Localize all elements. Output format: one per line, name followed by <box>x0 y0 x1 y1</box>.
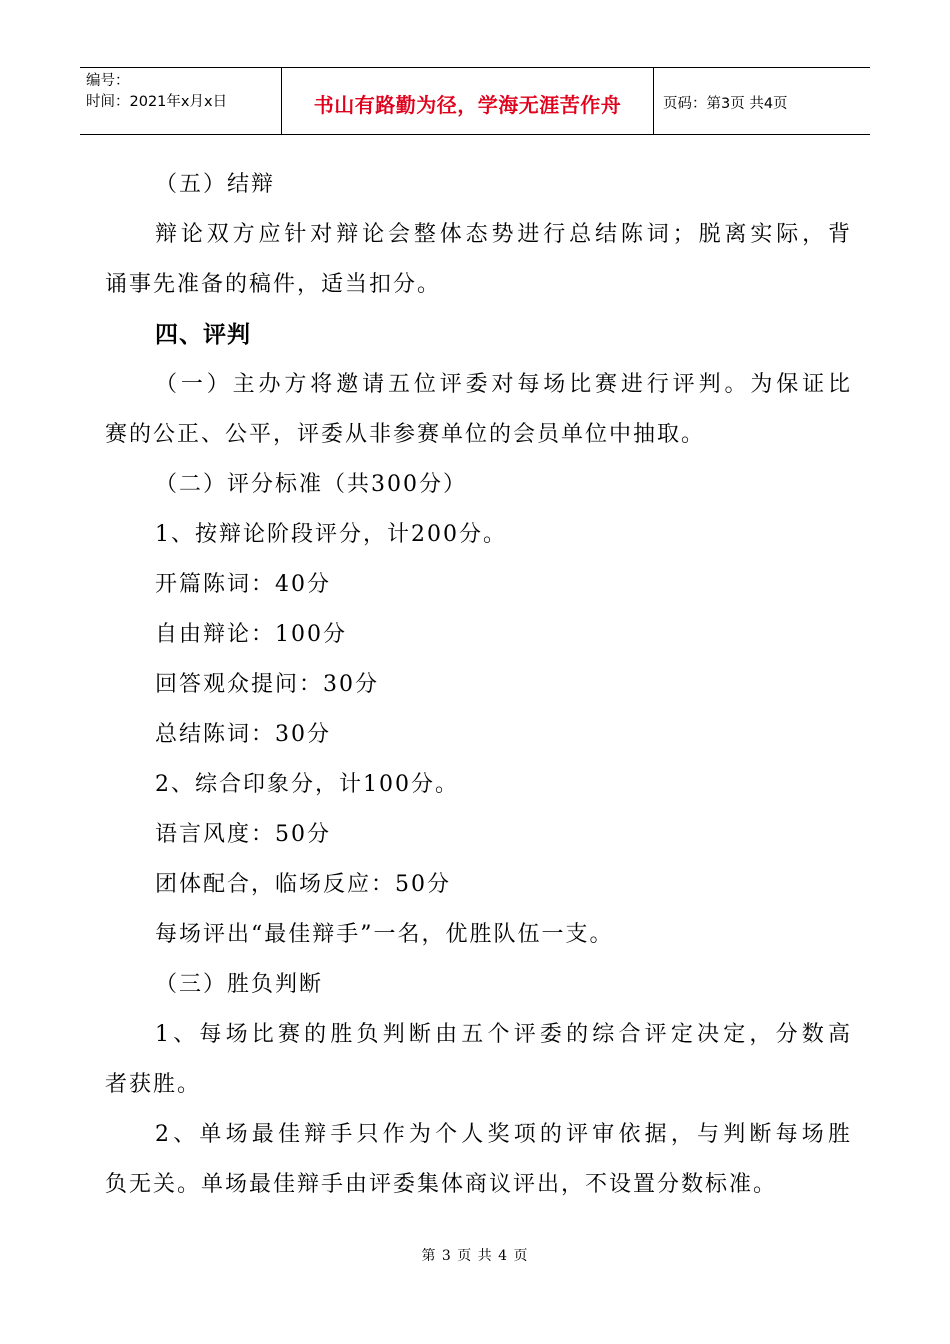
document-header <box>80 67 870 135</box>
score-item: 总结陈词：30分 <box>155 722 331 747</box>
paragraph-line: 每场评出“最佳辩手”一名，优胜队伍一支。 <box>155 922 614 947</box>
document-body <box>105 160 850 1210</box>
score-item: 回答观众提问：30分 <box>155 672 379 697</box>
paragraph-line: 2、单场最佳辩手只作为个人奖项的评审依据，与判断每场胜 <box>155 1122 850 1147</box>
list-item: 1、按辩论阶段评分，计200分。 <box>155 522 507 547</box>
score-item: 开篇陈词：40分 <box>155 572 331 597</box>
paragraph-line: （一）主办方将邀请五位评委对每场比赛进行评判。为保证比 <box>155 372 850 397</box>
list-item: 2、综合印象分，计100分。 <box>155 772 459 797</box>
section-heading: （三）胜负判断 <box>155 972 324 997</box>
score-item: 团体配合，临场反应：50分 <box>155 872 451 897</box>
page-footer: 第 3 页 共 4 页 <box>421 1248 529 1264</box>
paragraph-line: 负无关。单场最佳辩手由评委集体商议评出，不设置分数标准。 <box>105 1172 778 1197</box>
paragraph-line: 1、每场比赛的胜负判断由五个评委的综合评定决定，分数高 <box>155 1022 850 1047</box>
paragraph-line: 诵事先准备的稿件，适当扣分。 <box>105 272 442 297</box>
chapter-heading: 四、评判 <box>155 322 251 348</box>
document-number-label: 编号： <box>86 73 130 89</box>
paragraph-line: 赛的公正、公平，评委从非参赛单位的会员单位中抽取。 <box>105 422 706 447</box>
document-date: 时间：2021年x月x日 <box>86 94 228 110</box>
header-motto: 书山有路勤为径，学海无涯苦作舟 <box>282 68 654 134</box>
section-heading: （五）结辩 <box>155 172 276 197</box>
score-item: 自由辩论：100分 <box>155 622 347 647</box>
section-heading: （二）评分标准（共300分） <box>155 472 467 497</box>
header-meta <box>80 68 282 134</box>
paragraph-line: 辩论双方应针对辩论会整体态势进行总结陈词；脱离实际，背 <box>155 222 850 247</box>
header-page-info: 页码：第3页 共4页 <box>663 96 788 112</box>
paragraph-line: 者获胜。 <box>105 1072 202 1097</box>
score-item: 语言风度：50分 <box>155 822 331 847</box>
